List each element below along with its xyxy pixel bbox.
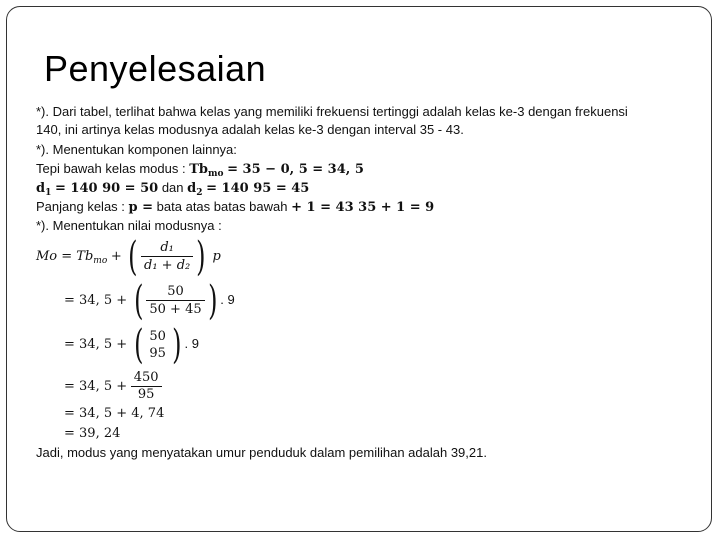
step-2	[64, 278, 235, 323]
class-width-label: Panjang kelas :	[36, 199, 125, 214]
formula-fraction	[141, 239, 193, 274]
d1-value: = 140 90 = 50	[54, 181, 159, 196]
left-paren: (	[133, 321, 144, 368]
class-width-terms: bata atas batas bawah	[156, 199, 288, 214]
step-3-numerator: 50	[149, 328, 166, 344]
class-width-line	[36, 199, 434, 216]
tb-subscript: mo	[207, 169, 224, 179]
class-width-value: + 1 = 43 35 + 1 = 9	[291, 200, 435, 215]
d-values-line	[36, 180, 309, 201]
formula-lhs: Mo = Tb	[36, 249, 94, 264]
step-3-fraction	[146, 328, 169, 362]
step-2-multiplier: . 9	[220, 292, 235, 307]
formula-p: p	[212, 249, 221, 264]
lower-boundary-line	[36, 161, 364, 182]
text-line-7: *). Menentukan nilai modusnya :	[36, 218, 222, 233]
step-5	[64, 406, 164, 422]
and-word: dan	[161, 180, 184, 195]
mode-formula	[36, 234, 221, 283]
right-paren: )	[172, 321, 182, 368]
right-paren: )	[196, 233, 206, 280]
step-2-denominator: 50 + 45	[149, 302, 202, 318]
step-4	[64, 368, 162, 405]
step-2-fraction	[146, 283, 204, 318]
step-3-multiplier: . 9	[184, 336, 199, 351]
step-4-fraction	[131, 370, 162, 403]
d2-subscript: 2	[196, 188, 203, 198]
step-3-lhs: = 34, 5 +	[64, 337, 128, 352]
step-6: = 39, 24	[64, 426, 121, 441]
d2-symbol: d	[187, 181, 197, 196]
step-5-text: = 34, 5 + 4, 74	[64, 406, 165, 421]
left-paren: (	[133, 277, 144, 324]
d2-value: = 140 95 = 45	[206, 181, 310, 196]
left-paren: (	[128, 233, 138, 280]
d1-symbol: d	[36, 181, 46, 196]
step-2-lhs: = 34, 5 +	[64, 293, 128, 308]
p-symbol: p =	[128, 200, 154, 215]
step-3	[64, 322, 199, 367]
formula-plus: +	[110, 249, 122, 264]
step-4-lhs: = 34, 5 +	[64, 379, 128, 394]
fraction-numerator: d₁	[141, 239, 193, 257]
text-line-3: *). Menentukan komponen lainnya:	[36, 142, 237, 157]
tb-symbol: Tb	[189, 162, 208, 177]
lower-boundary-value: = 35 − 0, 5 = 34, 5	[227, 162, 364, 177]
conclusion-text: Jadi, modus yang menyatakan umur penduduk dalam pemilihan adalah 39,21.	[36, 445, 487, 460]
fraction-denominator: d₁ + d₂	[144, 258, 191, 274]
step-4-denominator: 95	[137, 387, 155, 403]
formula-subscript: mo	[93, 256, 108, 266]
text-line-1: *). Dari tabel, terlihat bahwa kelas yang memiliki frekuensi tertinggi adalah kelas ke-3 dengan frekuensi	[36, 104, 628, 119]
step-2-numerator: 50	[146, 283, 204, 301]
d1-subscript: 1	[45, 188, 52, 198]
step-4-numerator: 450	[131, 370, 162, 387]
slide-title: Penyelesaian	[44, 48, 267, 89]
step-3-denominator: 95	[149, 345, 166, 361]
lower-boundary-label: Tepi bawah kelas modus :	[36, 161, 186, 176]
text-line-2: 140, ini artinya kelas modusnya adalah kelas ke-3 dengan interval 35 - 43.	[36, 122, 464, 137]
right-paren: )	[207, 277, 218, 324]
